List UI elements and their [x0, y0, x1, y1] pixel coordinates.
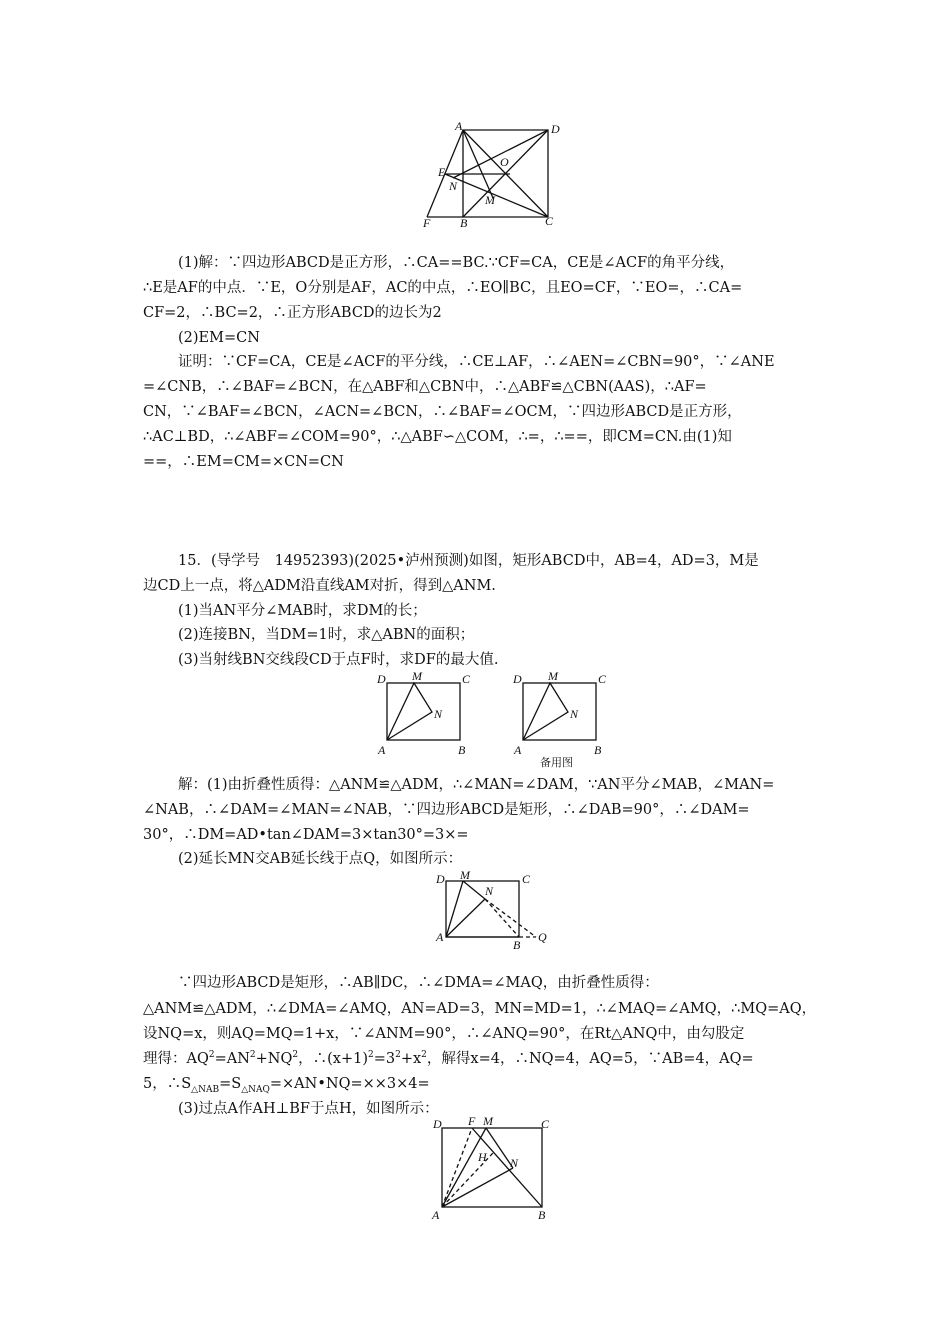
sol2-line-1: ∵四边形ABCD是矩形，∴AB∥DC，∴∠DMA=∠MAQ，由折叠性质得： [178, 975, 659, 991]
subscript: △NAQ [241, 1084, 270, 1095]
p14-line-4: (2)EM=CN [178, 330, 260, 346]
sol2-line-6: (3)过点A作AH⊥BF于点H，如图所示： [178, 1101, 439, 1117]
svg-text:B: B [594, 743, 602, 757]
svg-text:M: M [483, 1114, 493, 1128]
sol2-text: =S [219, 1076, 242, 1092]
sol2-line-2: △ANM≌△ADM，∴∠DMA=∠AMQ，AN=AD=3，MN=MD=1，∴∠MAQ=∠AMQ，∴MQ=AQ， [143, 1001, 817, 1017]
svg-text:N: N [449, 179, 458, 193]
svg-text:E: E [438, 165, 446, 179]
p15-line-4: (2)连接BN，当DM=1时，求△ABN的面积； [178, 627, 475, 643]
p14-line-6: =∠CNB，∴∠BAF=∠BCN，在△ABF和△CBN中，∴△ABF≌△CBN(AAS)，∴AF= [143, 379, 707, 395]
p14-line-1: (1)解：∵四边形ABCD是正方形，∴CA==BC.∵CF=CA，CE是∠ACF的角平分线， [178, 255, 735, 271]
sol1-line-1: 解：(1)由折叠性质得：△ANM≌△ADM，∴∠MAN=∠DAM，∵AN平分∠MAB，∠MAN= [178, 777, 775, 793]
sol2-text: +x [400, 1051, 422, 1067]
svg-text:M: M [412, 669, 422, 683]
svg-text:M: M [460, 868, 470, 882]
p14-line-5: 证明：∵CF=CA，CE是∠ACF的平分线，∴CE⊥AF，∴∠AEN=∠CBN=90°，∵∠ANE [178, 354, 775, 370]
svg-text:O: O [500, 155, 509, 169]
p14-line-8: ∴AC⊥BD，∴∠ABF=∠COM=90°，∴△ABF∽△COM，∴=，∴==，即CM=CN.由(1)知 [143, 429, 732, 445]
superscript: 2 [249, 1050, 256, 1061]
superscript: 2 [421, 1050, 427, 1061]
svg-text:N: N [434, 707, 443, 721]
svg-text:N: N [510, 1156, 519, 1170]
svg-text:F: F [468, 1114, 476, 1128]
svg-text:D: D [377, 672, 386, 686]
sol2-text: =AN [214, 1051, 250, 1067]
figure-spare [508, 668, 608, 773]
figure-perpendicular-ah [428, 1113, 558, 1225]
p14-line-2: ∴E是AF的中点．∵E，O分别是AF，AC的中点，∴EO∥BC，且EO=CF，∵EO=，∴CA= [143, 280, 743, 296]
svg-text:备用图: 备用图 [540, 757, 573, 769]
svg-text:B: B [460, 216, 468, 230]
sol2-text: =3 [373, 1051, 396, 1067]
svg-text:B: B [538, 1208, 546, 1222]
svg-text:B: B [458, 743, 466, 757]
p14-line-3: CF=2，∴BC=2，∴正方形ABCD的边长为2 [143, 305, 442, 321]
sol2-text: +NQ [255, 1051, 293, 1067]
figure-extend-mn [430, 867, 555, 952]
sol2-line-3: 设NQ=x，则AQ=MQ=1+x，∵∠ANM=90°，∴∠ANQ=90°，在Rt△ANQ中，由勾股定 [143, 1026, 745, 1042]
svg-text:F: F [423, 216, 431, 230]
sol2-text: =×AN•NQ=××3×4= [269, 1076, 430, 1092]
superscript: 2 [208, 1050, 215, 1061]
svg-text:N: N [485, 884, 494, 898]
sol2-line-5 [143, 1074, 808, 1094]
svg-text:N: N [570, 707, 579, 721]
figure-square-abcd [415, 118, 575, 233]
p15-line-2: 边CD上一点，将△ADM沿直线AM对折，得到△ANM. [143, 578, 496, 594]
svg-text:H: H [478, 1150, 487, 1164]
sol1-line-4: (2)延长MN交AB延长线于点Q，如图所示： [178, 851, 463, 867]
svg-text:C: C [541, 1117, 550, 1131]
svg-text:C: C [522, 872, 531, 886]
svg-text:D: D [513, 672, 522, 686]
superscript: 2 [367, 1050, 374, 1061]
sol2-text: 理得：AQ [143, 1051, 209, 1067]
p15-line-5: (3)当射线BN交线段CD于点F时，求DF的最大值. [178, 652, 499, 668]
svg-text:A: A [514, 743, 522, 757]
sol2-text: ，∴(x+1) [298, 1051, 368, 1067]
sol2-line-4 [143, 1049, 808, 1069]
svg-text:C: C [598, 672, 607, 686]
svg-text:C: C [462, 672, 471, 686]
svg-text:A: A [436, 930, 444, 944]
svg-text:D: D [551, 122, 560, 136]
svg-text:M: M [485, 193, 495, 207]
svg-text:M: M [548, 669, 558, 683]
svg-text:D: D [436, 872, 445, 886]
svg-text:A: A [432, 1208, 440, 1222]
svg-text:Q: Q [538, 930, 547, 944]
p14-line-7: CN，∵∠BAF=∠BCN，∠ACN=∠BCN，∴∠BAF=∠OCM，∵四边形ABCD是正方形， [143, 404, 742, 420]
p15-line-3: (1)当AN平分∠MAB时，求DM的长； [178, 603, 427, 619]
svg-text:B: B [513, 938, 521, 952]
p14-line-9: ==，∴EM=CM=×CN=CN [143, 454, 344, 470]
svg-text:A: A [378, 743, 386, 757]
p15-line-1: 15．(导学号 14952393)(2025•泸州预测)如图，矩形ABCD中，AB=4，AD=3，M是 [178, 553, 759, 569]
superscript: 2 [292, 1050, 299, 1061]
svg-text:D: D [433, 1117, 442, 1131]
sol1-line-3: 30°，∴DM=AD•tan∠DAM=3×tan30°=3×= [143, 827, 469, 843]
sol2-text: ，解得x=4，∴NQ=4，AQ=5，∵AB=4，AQ= [426, 1051, 754, 1067]
figure-rectangle-fold [372, 668, 472, 758]
sol1-line-2: ∠NAB，∴∠DAM=∠MAN=∠NAB，∵四边形ABCD是矩形，∴∠DAB=90°，∴∠DAM= [143, 802, 750, 818]
sol2-text: 5，∴S [143, 1076, 192, 1092]
subscript: △NAB [191, 1084, 220, 1095]
svg-text:C: C [545, 214, 554, 228]
superscript: 2 [395, 1050, 401, 1061]
svg-text:A: A [455, 119, 463, 133]
